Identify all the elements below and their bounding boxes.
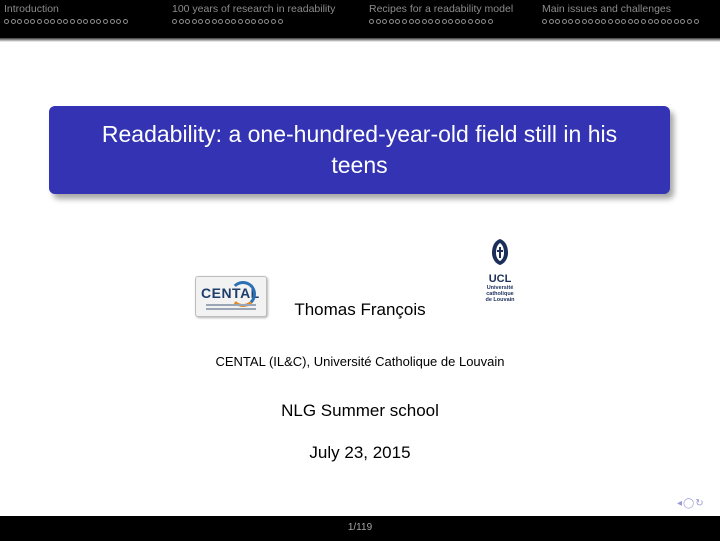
nav-frame-dot[interactable] xyxy=(44,19,49,24)
nav-frame-dot[interactable] xyxy=(595,19,600,24)
nav-frame-dot[interactable] xyxy=(435,19,440,24)
nav-frame-dot[interactable] xyxy=(488,19,493,24)
nav-frame-dot[interactable] xyxy=(582,19,587,24)
nav-frame-dot[interactable] xyxy=(601,19,606,24)
nav-frame-dot[interactable] xyxy=(608,19,613,24)
nav-frame-dot[interactable] xyxy=(468,19,473,24)
nav-frame-dot[interactable] xyxy=(481,19,486,24)
nav-frame-dot[interactable] xyxy=(680,19,685,24)
nav-frame-dot[interactable] xyxy=(212,19,217,24)
nav-frame-dot[interactable] xyxy=(238,19,243,24)
ucl-logo-text: UCL xyxy=(488,273,512,285)
nav-frame-dot[interactable] xyxy=(634,19,639,24)
nav-frame-dot[interactable] xyxy=(654,19,659,24)
nav-frame-dot[interactable] xyxy=(278,19,283,24)
nav-frame-dot[interactable] xyxy=(30,19,35,24)
nav-frame-dot[interactable] xyxy=(455,19,460,24)
nav-loop-icon[interactable]: ↻ xyxy=(695,498,705,509)
nav-frame-dot[interactable] xyxy=(231,19,236,24)
nav-frame-dots[interactable] xyxy=(172,19,335,24)
nav-frame-dots[interactable] xyxy=(542,19,699,24)
page-counter: 1/119 xyxy=(347,522,373,533)
ucl-logo-line: de Louvain xyxy=(485,297,515,303)
nav-frame-dot[interactable] xyxy=(96,19,101,24)
nav-frame-dot[interactable] xyxy=(415,19,420,24)
footer-bar xyxy=(0,516,720,541)
nav-frame-dot[interactable] xyxy=(271,19,276,24)
nav-frame-dot[interactable] xyxy=(17,19,22,24)
nav-frame-dot[interactable] xyxy=(615,19,620,24)
nav-frame-dot[interactable] xyxy=(428,19,433,24)
nav-frame-dot[interactable] xyxy=(562,19,567,24)
title-block xyxy=(49,106,670,194)
nav-frame-dot[interactable] xyxy=(575,19,580,24)
nav-frame-dot[interactable] xyxy=(123,19,128,24)
nav-frame-dot[interactable] xyxy=(549,19,554,24)
nav-frame-dot[interactable] xyxy=(198,19,203,24)
nav-frame-dot[interactable] xyxy=(50,19,55,24)
nav-frame-dot[interactable] xyxy=(251,19,256,24)
nav-frame-dot[interactable] xyxy=(628,19,633,24)
nav-frame-dot[interactable] xyxy=(422,19,427,24)
nav-frame-dot[interactable] xyxy=(103,19,108,24)
nav-frame-dot[interactable] xyxy=(258,19,263,24)
nav-frame-dot[interactable] xyxy=(218,19,223,24)
nav-frame-dot[interactable] xyxy=(63,19,68,24)
presentation-date: July 23, 2015 xyxy=(309,443,411,462)
nav-frame-dot[interactable] xyxy=(185,19,190,24)
nav-frame-dot[interactable] xyxy=(264,19,269,24)
nav-frame-dot[interactable] xyxy=(568,19,573,24)
nav-frame-dot[interactable] xyxy=(648,19,653,24)
navbar-shadow xyxy=(0,38,720,42)
nav-frame-dot[interactable] xyxy=(687,19,692,24)
author-name: Thomas François xyxy=(294,300,426,319)
nav-section-introduction[interactable] xyxy=(4,3,128,24)
nav-section-label: Introduction xyxy=(4,3,59,15)
nav-frame-dot[interactable] xyxy=(442,19,447,24)
nav-frame-dot[interactable] xyxy=(475,19,480,24)
nav-frame-dot[interactable] xyxy=(110,19,115,24)
nav-frame-dot[interactable] xyxy=(57,19,62,24)
nav-frame-dot[interactable] xyxy=(694,19,699,24)
nav-section-label: 100 years of research in readability xyxy=(172,3,336,15)
top-navigation-bar xyxy=(0,0,720,38)
nav-frame-dot[interactable] xyxy=(461,19,466,24)
nav-frame-dot[interactable] xyxy=(24,19,29,24)
nav-frame-dot[interactable] xyxy=(448,19,453,24)
nav-frame-dot[interactable] xyxy=(641,19,646,24)
nav-frame-dot[interactable] xyxy=(179,19,184,24)
nav-frame-dot[interactable] xyxy=(389,19,394,24)
nav-frame-dot[interactable] xyxy=(116,19,121,24)
nav-search-icon[interactable]: ◯ xyxy=(683,498,696,509)
nav-section-issues[interactable] xyxy=(542,3,699,24)
nav-frame-dot[interactable] xyxy=(555,19,560,24)
nav-section-label: Recipes for a readability model xyxy=(369,3,514,15)
nav-frame-dot[interactable] xyxy=(621,19,626,24)
event-name: NLG Summer school xyxy=(281,401,439,420)
nav-frame-dots[interactable] xyxy=(369,19,513,24)
nav-frame-dot[interactable] xyxy=(37,19,42,24)
nav-frame-dot[interactable] xyxy=(369,19,374,24)
nav-frame-dot[interactable] xyxy=(205,19,210,24)
nav-frame-dot[interactable] xyxy=(225,19,230,24)
nav-frame-dot[interactable] xyxy=(70,19,75,24)
nav-frame-dot[interactable] xyxy=(409,19,414,24)
affiliation: CENTAL (IL&C), Université Catholique de Louvain xyxy=(215,354,505,369)
ucl-seal-icon xyxy=(490,238,510,266)
nav-frame-dot[interactable] xyxy=(395,19,400,24)
nav-frame-dot[interactable] xyxy=(4,19,9,24)
nav-prev-icon[interactable]: ◂ xyxy=(677,498,684,509)
nav-frame-dot[interactable] xyxy=(667,19,672,24)
nav-section-history[interactable] xyxy=(172,3,335,24)
nav-frame-dot[interactable] xyxy=(661,19,666,24)
nav-frame-dot[interactable] xyxy=(402,19,407,24)
nav-frame-dot[interactable] xyxy=(542,19,547,24)
nav-frame-dot[interactable] xyxy=(674,19,679,24)
nav-frame-dot[interactable] xyxy=(172,19,177,24)
nav-frame-dot[interactable] xyxy=(83,19,88,24)
nav-frame-dot[interactable] xyxy=(11,19,16,24)
ucl-logo-line: catholique xyxy=(486,291,514,297)
nav-frame-dot[interactable] xyxy=(90,19,95,24)
nav-frame-dot[interactable] xyxy=(588,19,593,24)
ucl-logo-line: Université xyxy=(486,285,514,291)
nav-frame-dots[interactable] xyxy=(4,19,128,24)
slide-title: Readability: a one-hundred-year-old field still in his teens xyxy=(101,121,618,178)
nav-frame-dot[interactable] xyxy=(382,19,387,24)
nav-frame-dot[interactable] xyxy=(77,19,82,24)
nav-frame-dot[interactable] xyxy=(245,19,250,24)
nav-frame-dot[interactable] xyxy=(192,19,197,24)
nav-section-label: Main issues and challenges xyxy=(542,3,671,15)
cental-logo-text: CENTAL xyxy=(201,285,260,301)
beamer-navigation-symbols[interactable] xyxy=(677,498,705,509)
nav-frame-dot[interactable] xyxy=(376,19,381,24)
nav-section-recipes[interactable] xyxy=(369,3,513,24)
